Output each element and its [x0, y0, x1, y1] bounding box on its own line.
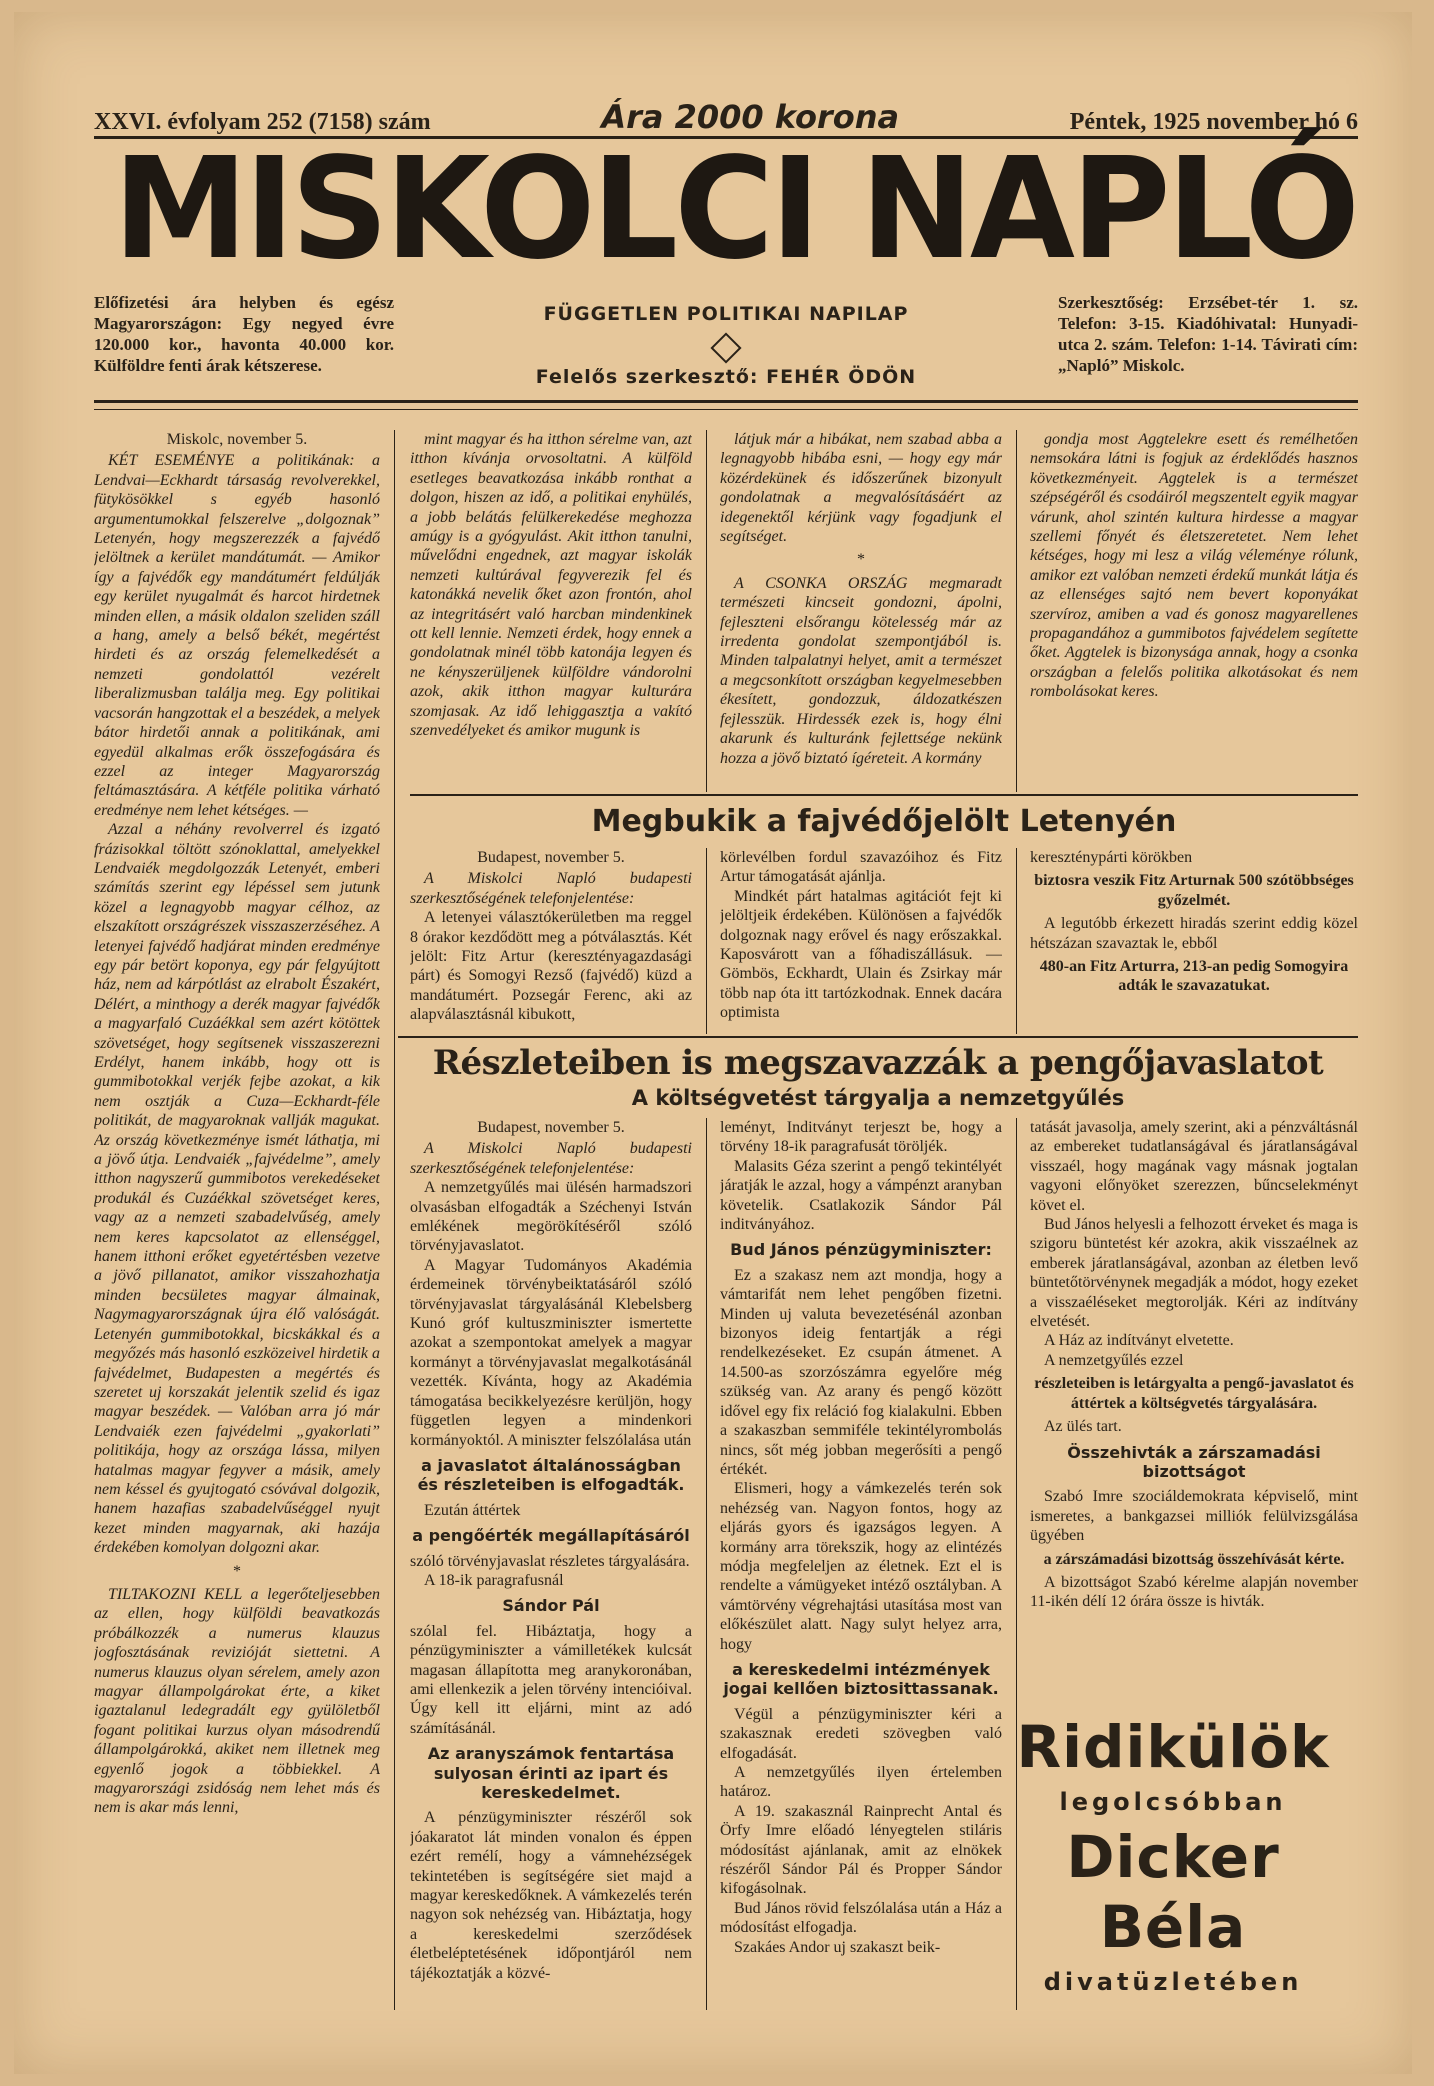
article-paragraph: A Ház az indítványt elvetette.	[1044, 1332, 1234, 1350]
diamond-ornament-icon	[710, 332, 741, 363]
column-divider	[1016, 430, 1017, 792]
article-paragraph: Mindkét párt hatalmas agitációt fejt ki jelöltjeik érdekében. Különösen a fajvédők dolgoznak nagy erővel és nagy erőszakkal. Kaposvárott van a főhadiszállásuk. — Gömbös, Eckhardt, Ulain és Zsirkay már több nap óta itt tartózkodnak. Ennek dacára optimista	[720, 887, 1002, 1022]
editorial-paragraph: gondja most Aggtelekre esett és remélhetően nemsokára látni is fogjuk az érdeklődés hasznos következményeit. Aggtelek is a természet szépségéről és csodáiról megszentelt egyik magyar várunk, ahol szintén kultura hirdesse a magyar szellemi főnyét és életszeretetet. Nem lehet kétséges, hogy mi lesz a világ véleménye rólunk, amikor ezt valóban nemzeti érdekű munkát látja és az ellenséges sajtó nem bevert koponyákat szervíroz, amiben a vad és gonosz magyarellenes propagandához a gummibotos fajvédelem segítette őket. Aggtelek is bizonysága annak, hogy a csonka országban a felelős politika alkotásokat és nem rombolásokat keres.	[1030, 431, 1358, 701]
editorial-paragraph: A CSONKA ORSZÁG megmaradt természeti kincseit gondozni, ápolni, fejleszteni elsőrangu kötelesség már az irredenta gondolat szempontjából is. Minden talpalatnyi helyet, amit a természet a megcsonkított országban kegyelmesebben ékesített, gondozzuk, áldozatkészen fejlesszük. Hirdessék ezek is, hogy élni akarunk és kulturánk fejlettsége nekünk hozza a jövő biztató ígéreteit. A kormány	[720, 574, 1002, 767]
column-divider	[706, 1118, 707, 2010]
article1-column-2	[720, 848, 1002, 1034]
ad-line-divatuzleteben: divatüzletében	[1043, 1968, 1303, 1996]
article-paragraph: Az ülés tart.	[1044, 1418, 1122, 1436]
article-highlight: részleteiben is letárgyalta a pengő-javaslatot és áttértek a költségvetés tárgyalására.	[1034, 1375, 1354, 1412]
editorial-paragraph: látjuk már a hibákat, nem szabad abba a legnagyobb hibába esni, — hogy egy már közérdekünek és időszerűnek bizonyult gondolatnak a megvalósításáért az idegenektől kérjünk vagy fogadjunk el segítséget.	[720, 431, 1002, 546]
editorial-column-3	[720, 430, 1002, 788]
article-highlight: a javaslatot általánosságban és részleteiben is elfogadták.	[417, 1455, 685, 1495]
article-highlight: biztosra veszik Fitz Arturnak 500 szótöbbséges győzelmét.	[1034, 872, 1354, 909]
article-headline-pengo: Részleteiben is megszavazzák a pengőjavaslatot	[432, 1043, 1324, 1083]
ad-line-ridikulok: Ridikülök	[1016, 1713, 1330, 1781]
editor-line: Felelős szerkesztő: FEHÉR ÖDÖN	[535, 366, 917, 388]
article-paragraph: A bizottságot Szabó kérelme alapján november 11-ikén délí 12 órára össze is hivták.	[1030, 1573, 1358, 1611]
star-separator: *	[233, 1562, 241, 1580]
article-highlight: Az aranyszámok fentartása sulyosan érinti az ipart és kereskedelmet.	[427, 1744, 675, 1802]
editorial-column-1	[94, 430, 380, 2010]
article2-column-1	[410, 1118, 692, 2010]
star-separator: *	[857, 551, 865, 569]
article-paragraph: A nemzetgyűlés ezzel	[1044, 1351, 1184, 1369]
article2-column-3	[1030, 1118, 1358, 1706]
article1-column-1	[410, 848, 692, 1034]
article-paragraph: Bud János helyesli a felhozott érveket és maga is szigoru büntetést kér azokra, akik visszaélnek az emberek járatlanságával, azonban az életben levő büntetőtörvénynek megadják a módot, hogy ezeket a visszaéléseket megtorolják. Kéri az indítvány elvetését.	[1030, 1216, 1358, 1331]
section-rule	[410, 794, 1358, 796]
article-paragraph: A 19. szakasznál Rainprecht Antal és Örfy Imre előadó lényegtelen stiláris módosítást ajánlanak, amit az elnökek részéről Sándor Pál és Propper Sándor kifogásolnak.	[720, 1802, 1002, 1898]
article-highlight: Összehivták a zárszamadási bizottságot	[1067, 1442, 1321, 1481]
advertisement	[1012, 1712, 1334, 2002]
article-subheadline: A költségvetést tárgyalja a nemzetgyűlés	[631, 1086, 1125, 1110]
subheader	[94, 292, 1358, 398]
editorial-paragraph: KÉT ESEMÉNYE a politikának: a Lendvai—Eckhardt társaság revolverekkel, fütykösökkel s egyéb hasonló argumentumokkal felszerelve „dolgoznak” Letenyén, hogy megszerezzék a fajvédő jelöltnek a kerület mandátumát. — Amikor így a fajvédők egy mandátumért feldúlják egy kerület nyugalmát és harcot hirdetnek minden ellen, a másik oldalon szeliden száll a hang, amely a belső békét, megértést hirdeti és az ország felemelkedését a nemzeti gondolattól vezérelt liberalizmusban találja meg. Egy politikai vacsorán hangzottak el a beszédek, a melyek bátor hirdetői annak a politikának, ami egyedül alkalmas erők összefogására és ezzel az integer Magyarország feltámasztására. A kétféle politika várható eredménye nem lehet kétséges. —	[94, 452, 380, 819]
article-paragraph: kereszténypárti körökben	[1030, 849, 1193, 866]
ad-line-legolcsobban: legolcsóbban	[1059, 1788, 1287, 1816]
article-paragraph: A nemzetgyűlés ilyen értelemben határoz.	[720, 1764, 1002, 1801]
article-highlight: a zárszámadási bizottság összehívását kérte.	[1043, 1550, 1345, 1568]
editorial-paragraph: mint magyar és ha itthon sérelme van, azt itthon kívánja orvosoltatni. A külföld esetleges beavatkozása inkább ronthat a dolgon, hiszen az idő, a politikai enyhülés, a jobb belátás felülkerekedése meghozza amúgy is a gyógyulást. Akit itthon tanulni, művelődni engednek, azt magyar iskolák nemzeti kultúrával fegyverezik fel és katonákká nevelik őket azon frontón, ahol az integritásért való harcban mindenkinek ott kell lennie. Nemzeti érdek, hogy ennek a gondolatnak minél több katonája legyen és ne kényszerüljenek külföldre vándorolni azok, akik itthon magyar kulturára szomjasak. Az idő lehiggasztja a vakító szenvedélyeket és amikor mugunk is	[410, 431, 692, 740]
article-paragraph: A nemzetgyűlés mai ülésén harmadszori olvasásban elfogadták a Széchenyi István emlékének megörökítéséről szóló törvényjavaslatot.	[410, 1179, 692, 1255]
subscription-info: Előfizetési ára helyben és egész Magyarországon: Egy negyed évre 120.000 kor., havonta 40.000 kor. Külföldre fenti árak kétszerese.	[94, 293, 394, 375]
article-paragraph: Ez a szakasz nem azt mondja, hogy a vámtarifát nem lehet pengőben fizetni. Minden uj valuta bevezetésénál azonban bizonyos ideig fentartják a régi rendelkezéseket. Ez csupán átmenet. A 14.500-as szorzószámra egyelőre még szükség van. Az arany és pengő között idővel egy fix reláció fog kialakulni. Ebben a szakaszban semmiféle tekintélyrombolás nincs, sőt még jobban megerősíti a pengő értékét.	[720, 1266, 1002, 1478]
header-rule	[94, 400, 1358, 410]
column-divider	[394, 430, 395, 2010]
article2-column-2	[720, 1118, 1002, 2010]
article-highlight: a kereskedelmi intézmények jogai kellően biztosittassanak.	[723, 1659, 999, 1699]
article-paragraph: körlevélben fordul szavazóihoz és Fitz Artur támogatását ajánlja.	[720, 849, 1002, 886]
issue-date: Péntek, 1925 november hó 6	[1069, 109, 1358, 135]
article-highlight: Sándor Pál	[502, 1596, 600, 1616]
article-paragraph: A pénzügyminiszter részéről sok jóakaratot lát minden vonalon és éppen ezért remélí, hogy a vámnehézségek tekintetében is segítségére siet majd a magyar kereskedőknek. A vámkezelés terén nagyon sok nehézség van. Hibáztatja, hogy a kereskedelmi szerződések életbeléptetésének időpontjáról nem tájékoztatják a közvé-	[410, 1809, 692, 1982]
article-paragraph: A 18-ik paragrafusnál	[424, 1571, 564, 1589]
masthead-title: MISKOLCI NAPLÓ	[112, 128, 1357, 291]
office-info: Szerkesztőség: Erzsébet-tér 1. sz. Telefon: 3-15. Kiadóhivatal: Hunyadi-utca 2. szám. Telefon: 1-14. Távirati cím: „Napló” Miskolc.	[1058, 293, 1358, 375]
article-intro: A Miskolci Napló budapesti szerkesztőségének telefonjelentése:	[410, 1140, 692, 1177]
editorial-column-2	[410, 430, 692, 788]
section-rule	[398, 1036, 1358, 1038]
article-paragraph: Szakáes Andor uj szakaszt beik-	[734, 1938, 941, 1956]
article-paragraph: Végül a pénzügyminiszter kéri a szakasznak eredeti szövegben való elfogadását.	[720, 1705, 1002, 1762]
article-dateline: Budapest, november 5.	[477, 849, 625, 866]
article-paragraph: A legutóbb érkezett hiradás szerint eddig közel hétszázan szavaztak le, ebből	[1030, 915, 1358, 952]
article-paragraph: A letenyei választókerületben ma reggel 8 órakor kezdődött meg a pótválasztás. Két jelölt: Fitz Artur (keresztényagazdasági párt) és Somogyi Rezső (fajvédő) küzd a mandátumért. Pozsegár Ferenc, aki az alapválasztásnál kibukott,	[410, 909, 692, 1024]
column-divider	[706, 848, 707, 1034]
article1-column-3	[1030, 848, 1358, 1034]
article-paragraph: leményt, Inditványt terjeszt be, hogy a törvény 18-ik paragrafusát töröljék.	[720, 1119, 1002, 1156]
article-paragraph: Elismeri, hogy a vámkezelés terén sok nehézség van. Nagyon fontos, hogy az eljárás gyors és igazságos legyen. A kormány arra törekszik, hogy az elintézés módja megfeleljen az életnek. Ezt el is rendelte a vámügyeket intéző osztályban. A vámtörvény végrehajtási utasítása most van előkészület alatt. Nagy sulyt helyez arra, hogy	[720, 1480, 1002, 1653]
price: Ára 2000 korona	[601, 98, 900, 136]
article-paragraph: Bud János rövid felszólalása után a Ház a módosítást elfogadja.	[720, 1899, 1002, 1937]
editorial-dateline: Miskolc, november 5.	[166, 431, 308, 448]
article-paragraph: szólal fel. Hibáztatja, hogy a pénzügyminiszter a vámilletékek kulcsát magasan állapította meg aranykoronában, ami ellenkezik a jelen törvény intencióival. Úgy kell itt eljárni, mint az adó számításánál.	[410, 1622, 692, 1737]
ad-line-dicker-bela: Dicker Béla	[1066, 1823, 1280, 1961]
tagline-block	[496, 292, 956, 388]
column-divider	[1016, 848, 1017, 1034]
article-paragraph: Malasits Géza szerint a pengő tekintélyét járatják le azzal, hogy a vámpénzt aranyban követelik. Csatlakozik Sándor Pál inditványához.	[720, 1157, 1002, 1234]
editorial-paragraph: TILTAKOZNI KELL a legerőteljesebben az ellen, hogy külföldi beavatkozás próbálkozzék a numerus klauzus jogfosztásának revizióját siettetni. A numerus klauzus olyan sérelem, amely azon magyar állampolgárokat érte, a kiket igaztalanul ledegradált egy gyülöletből fogant politikai kurzus olyan másodrendű állampolgárokká, akiket nem illetnek meg egyenlő jogok a többiekkel. A magyarországi zsidóság nem lehet más és nem is akar más lenni,	[94, 1585, 380, 1817]
article-paragraph: Ezután áttértek	[424, 1501, 521, 1519]
tagline: FÜGGETLEN POLITIKAI NAPILAP	[543, 303, 909, 325]
article-highlight: Bud János pénzügyminiszter:	[730, 1240, 992, 1260]
editorial-column-4	[1030, 430, 1358, 788]
article-paragraph: A Magyar Tudományos Akadémia érdemeinek törvénybeiktatásáról szóló törvényjavaslat tárgyalásánál Klebelsberg Kunó gróf kultuszminiszter ismertette azokat a szempontokat amelyek a magyar kormányt a törvényjavaslat megalkotásánál vezették. Kívánta, hogy az Akadémia támogatása becikkelyezésre kerüljön, hogy független legyen a mindenkori kormányoktól. A miniszter felszólalása után	[410, 1256, 692, 1449]
issue-number: XXVI. évfolyam 252 (7158) szám	[94, 109, 431, 135]
editorial-paragraph: Azzal a néhány revolverrel és izgató frázisokkal töltött szónoklattal, amelyekkel Lendvaiék megdolgozzák Letenyét, emberi számítás szerint egy lépéssel sem jutunk közel a legnagyobb magyar célhoz, az elszakított országrészek visszaszerzéséhez. A letenyei fajvédő hadjárat minden eredménye egy pár betört koponya, egy pár felgyújtott ház, nem ad kárpótlást az elrabolt Északért, Délért, a minthogy a derék magyar fajvédők a magyarfaló Cuzáékkal sem azért kötöttek szövetséget, hogy segítsenek visszaszerezni Erdélyt, hanem inkább, hogy ott is gummibotokkal verjék fejbe azokat, a kik nem osztják a Cuza—Eckhardt-féle politikát, de magyaroknak vallják magukat. Az ország következménye ismét láthatja, mi a jövő útja. Lendvaiék „fajvédelme”, amely itthon nagyszerű gummibotos verekedéseket produkál és Cuzáékkal szövetséget keres, vagy az a nemzeti szabadelvűség, amely nem keres kapcsolatot az ellenséggel, hanem itthoni erőket egyetértésben vezetve a jövő pillanatot, amikor visszahozhatja minden becsületes magyar álmainak, Nagymagyarországnak újra élő valóságát. Letenyén gummibotokkal, bicskákkal és a megyőzés más hasonló eszközeivel hirdetik a fajvédelmet, Budapesten a megértés és szeretet uj korszakát jelentik szelid és igaz magyar beszédek. — Valóban arra jó már Lendvaiék ezen fajvédelmi „gyakorlati” politikája, hogy az országa lássa, milyen hatalmas magyar fegyver a másik, amely nem késsel és gyujtogató csóvával dolgozik, hanem hazafias szabadelvűséggel nyujt kezet minden magyarnak, aki hazája érdekében komolyan dolgozni akar.	[94, 821, 380, 1557]
article-headline-letenye: Megbukik a fajvédőjelölt Letenyén	[591, 804, 1177, 839]
article-paragraph: szóló törvényjavaslat részletes tárgyalására.	[410, 1552, 690, 1570]
column-divider	[706, 430, 707, 792]
article-paragraph: tatását javasolja, amely szerint, aki a pénzváltásnál az embereket tudatlanságával és járatlanságával visszaél, hogy magának vagy másnak jogtalan vagyoni előnyöket szerezzen, bűncselekményt követ el.	[1030, 1119, 1358, 1214]
article-dateline: Budapest, november 5.	[477, 1119, 625, 1136]
article-highlight: 480-an Fitz Arturra, 213-an pedig Somogyira adták le szavazatukat.	[1039, 958, 1349, 995]
article-highlight: a pengőérték megállapításáról	[412, 1526, 690, 1546]
article-intro: A Miskolci Napló budapesti szerkesztőségének telefonjelentése:	[410, 870, 692, 907]
article-paragraph: Szabó Imre szociáldemokrata képviselő, mint ismeretes, a bankgazsei milliók felülvizsgálása ügyében	[1030, 1488, 1358, 1545]
